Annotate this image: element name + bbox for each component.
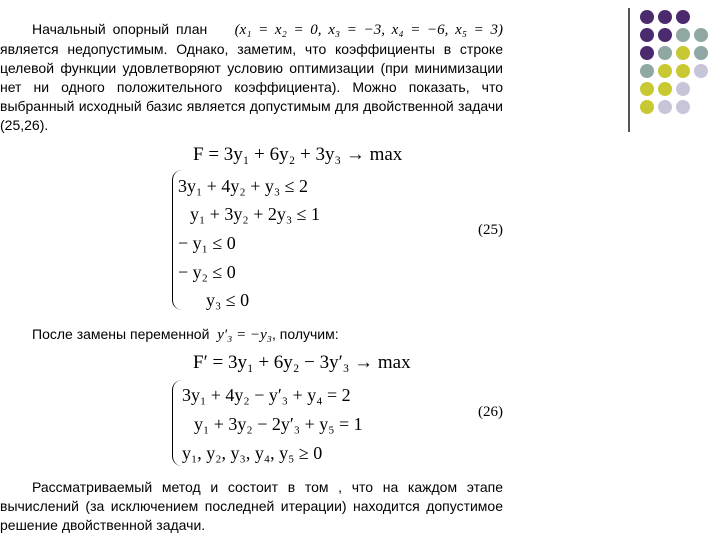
dot-purple bbox=[676, 10, 690, 24]
initial-plan-formula: (x₁ = x₂ = 0, x₃ = −3, x₄ = −6, x₅ = 3) bbox=[234, 22, 503, 38]
dot-purple bbox=[640, 10, 654, 24]
constraint-26-2: y₁ + 3y₂ − 2y′₃ + y₅ = 1 bbox=[194, 414, 363, 434]
paragraph3-text: Рассматриваемый метод и состоит в том , что на каждом этапе вычислений (за исключением последней итерации) находится допустимое решение двойственной задачи. bbox=[0, 479, 503, 533]
dot-olive bbox=[658, 82, 672, 96]
dot-teal bbox=[640, 64, 654, 78]
paragraph2-lead: После замены переменной bbox=[32, 326, 210, 342]
dot-teal bbox=[658, 46, 672, 60]
dot-teal bbox=[694, 46, 708, 60]
paragraph1-rest: является недопустимым. Однако, заметим, что коэффициенты в строке целевой функции удовлетворяют условию оптимизации (при минимизации нет ни одного положительного коэффициента). Можно показать, что выбранный исходный базис является допустимым для двойственной задачи (25,26). bbox=[0, 41, 503, 133]
objective-function-26: F′ = 3y₁ + 6y₂ − 3y′₃ → max bbox=[193, 352, 411, 373]
dot-olive bbox=[658, 64, 672, 78]
equation-label-25: (25) bbox=[478, 222, 503, 238]
dot-teal bbox=[694, 28, 708, 42]
paragraph2-tail: , получим: bbox=[271, 326, 339, 342]
dot-lavender bbox=[658, 100, 672, 114]
dot-olive bbox=[640, 82, 654, 96]
dot-purple bbox=[658, 10, 672, 24]
dot-teal bbox=[676, 28, 690, 42]
constraint-25-4: − y₂ ≤ 0 bbox=[178, 262, 236, 282]
dot-purple bbox=[640, 28, 654, 42]
dot-purple bbox=[658, 28, 672, 42]
constraint-25-1: 3y₁ + 4y₂ + y₃ ≤ 2 bbox=[178, 176, 309, 196]
dot-lavender bbox=[694, 64, 708, 78]
constraint-25-5: y₃ ≤ 0 bbox=[206, 290, 250, 310]
paragraph-initial-plan bbox=[0, 20, 503, 135]
paragraph1-lead: Начальный опорный план bbox=[32, 21, 208, 37]
constraint-26-3: y₁, y₂, y₃, y₄, y₅ ≥ 0 bbox=[182, 443, 323, 463]
dot-lavender bbox=[676, 82, 690, 96]
constraint-26-1: 3y₁ + 4y₂ − y′₃ + y₄ = 2 bbox=[182, 385, 351, 405]
constraint-25-2: y₁ + 3y₂ + 2y₃ ≤ 1 bbox=[190, 204, 321, 224]
dot-purple bbox=[640, 46, 654, 60]
paragraph-method-summary bbox=[0, 478, 503, 535]
paragraph-variable-substitution bbox=[0, 325, 503, 345]
dot-olive bbox=[676, 64, 690, 78]
substitution-formula: y′₃ = −y₃ bbox=[217, 327, 272, 343]
objective-function-25: F = 3y₁ + 6y₂ + 3y₃ → max bbox=[193, 144, 403, 165]
decorative-divider-line bbox=[628, 8, 630, 132]
constraint-25-3: − y₁ ≤ 0 bbox=[178, 233, 236, 253]
dot-olive bbox=[640, 100, 654, 114]
dot-olive bbox=[676, 46, 690, 60]
dot-lavender bbox=[676, 100, 690, 114]
equation-label-26: (26) bbox=[478, 404, 503, 420]
